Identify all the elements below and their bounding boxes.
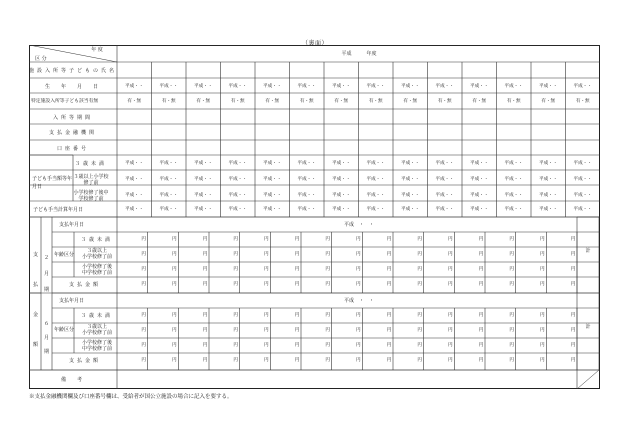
yen-cell: 円	[448, 328, 453, 333]
yen-cell: 円	[478, 237, 484, 242]
yen-cell: 円	[540, 252, 545, 257]
date-cell: 平成・・	[401, 177, 420, 182]
yen-cell: 円	[386, 267, 392, 272]
date-cell: 平成・・	[470, 193, 489, 198]
yen-cell: 円	[172, 252, 177, 257]
umu-cell: 有・無	[437, 99, 452, 104]
date-cell: 平成・・	[435, 193, 454, 198]
yen-cell: 円	[264, 252, 269, 257]
date-cell: 平成・・	[297, 207, 316, 212]
yen-cell: 円	[386, 282, 392, 287]
yen-cell: 円	[448, 358, 453, 363]
row-label-account: 口座番号	[56, 146, 90, 152]
yen-cell: 円	[294, 313, 300, 318]
yen-cell: 円	[417, 343, 422, 348]
yen-cell: 円	[448, 252, 453, 257]
date-cell: 平成・・	[539, 207, 558, 212]
pay-date-label-2: 支払年月日	[59, 298, 85, 304]
date-cell: 平成・・	[470, 161, 489, 166]
yen-cell: 円	[172, 328, 177, 333]
yen-cell: 円	[478, 267, 484, 272]
date-cell: 平成・・	[228, 193, 247, 198]
date-cell: 平成・・	[263, 207, 282, 212]
yen-cell: 円	[356, 237, 361, 242]
yen-cell: 円	[570, 252, 576, 257]
row-label-age-group: 子ども手当額等年月日	[32, 176, 73, 190]
date-cell: 平成・・	[228, 84, 247, 89]
pay-date-label-1: 支払年月日	[59, 222, 85, 228]
date-cell: 平成・・	[194, 207, 213, 212]
yen-cell: 円	[294, 282, 300, 287]
yen-cell: 円	[202, 237, 208, 242]
yen-cell: 円	[540, 343, 545, 348]
umu-cell: 有・無	[575, 99, 590, 104]
yen-cell: 円	[294, 252, 300, 257]
yen-cell: 円	[386, 252, 392, 257]
yen-cell: 円	[141, 313, 146, 318]
yen-cell: 円	[356, 313, 361, 318]
date-cell: 平成・・	[435, 161, 454, 166]
yen-cell: 円	[325, 343, 330, 348]
p2-over3-l2: 小学校修了前	[81, 330, 113, 336]
yen-cell: 円	[448, 343, 453, 348]
date-cell: 平成・・	[470, 84, 489, 89]
yen-cell: 円	[478, 343, 484, 348]
yen-cell: 円	[172, 237, 177, 242]
yen-cell: 円	[509, 237, 514, 242]
date-cell: 平成・・	[470, 207, 489, 212]
date-cell: 平成・・	[366, 207, 385, 212]
page-title: （裏面）	[301, 40, 328, 47]
yen-cell: 円	[417, 267, 422, 272]
header-heisei-nendo: 平成 年度	[341, 51, 377, 57]
p2-under3: ３歳未満	[80, 313, 114, 319]
yen-cell: 円	[356, 267, 361, 272]
date-cell: 平成・・	[194, 193, 213, 198]
yen-cell: 円	[325, 237, 330, 242]
yen-cell: 円	[294, 267, 300, 272]
yen-cell: 円	[478, 313, 484, 318]
date-cell: 平成・・	[263, 84, 282, 89]
date-cell: 平成・・	[332, 193, 351, 198]
yen-cell: 円	[386, 237, 392, 242]
date-cell: 平成・・	[125, 177, 144, 182]
date-cell: 平成・・	[573, 193, 592, 198]
yen-cell: 円	[233, 282, 238, 287]
footnote: ※支払金融機関欄及び口座番号欄は、受給者が国公立施設の場合に記入を要する。	[29, 394, 233, 400]
date-cell: 平成・・	[194, 177, 213, 182]
yen-cell: 円	[356, 328, 361, 333]
yen-cell: 円	[325, 282, 330, 287]
yen-cell: 円	[141, 358, 146, 363]
age-division-label-1: 年齢区分	[54, 252, 75, 258]
date-cell: 平成・・	[366, 84, 385, 89]
yen-cell: 円	[233, 252, 238, 257]
yen-cell: 円	[233, 358, 238, 363]
yen-cell: 円	[233, 267, 238, 272]
yen-cell: 円	[417, 313, 422, 318]
yen-cell: 円	[417, 237, 422, 242]
yen-cell: 円	[540, 282, 545, 287]
p1-over3-l2: 小学校修了前	[81, 254, 113, 260]
yen-cell: 円	[540, 267, 545, 272]
yen-cell: 円	[356, 343, 361, 348]
date-cell: 平成・・	[435, 207, 454, 212]
date-cell: 平成・・	[504, 207, 523, 212]
umu-cell: 有・無	[541, 99, 556, 104]
umu-cell: 有・無	[265, 99, 280, 104]
yen-cell: 円	[417, 328, 422, 333]
yen-cell: 円	[570, 282, 576, 287]
yen-cell: 円	[233, 343, 238, 348]
yen-cell: 円	[264, 237, 269, 242]
form-table	[29, 45, 600, 389]
yen-cell: 円	[540, 328, 545, 333]
umu-cell: 有・無	[127, 99, 142, 104]
yen-cell: 円	[570, 237, 576, 242]
pay-date-value-2: 平成 ・ ・	[343, 298, 375, 304]
yen-cell: 円	[448, 267, 453, 272]
date-cell: 平成・・	[263, 177, 282, 182]
date-cell: 平成・・	[504, 84, 523, 89]
yen-cell: 円	[386, 313, 392, 318]
yen-cell: 円	[172, 282, 177, 287]
yen-cell: 円	[294, 358, 300, 363]
umu-cell: 有・無	[299, 99, 314, 104]
p2-total: 計	[585, 324, 591, 330]
yen-cell: 円	[141, 328, 146, 333]
yen-cell: 円	[509, 252, 514, 257]
row-label-period: 入所等期間	[52, 115, 94, 121]
date-cell: 平成・・	[228, 207, 247, 212]
date-cell: 平成・・	[539, 161, 558, 166]
yen-cell: 円	[264, 343, 269, 348]
yen-cell: 円	[386, 343, 392, 348]
p2-after-l2: 中学校修了前	[81, 346, 113, 352]
row-label-birth: 生 年 月 日	[44, 84, 102, 90]
p2-over3-l1: ３歳以上	[86, 324, 108, 330]
date-cell: 平成・・	[228, 177, 247, 182]
row-label-facility-flag: 特定施設入所等子ども該当有無	[31, 99, 99, 104]
payment-side-label: 支払金額	[33, 252, 39, 348]
yen-cell: 円	[386, 358, 392, 363]
yen-cell: 円	[294, 343, 300, 348]
yen-cell: 円	[264, 267, 269, 272]
date-cell: 平成・・	[366, 161, 385, 166]
yen-cell: 円	[356, 282, 361, 287]
date-cell: 平成・・	[401, 84, 420, 89]
date-cell: 平成・・	[573, 207, 592, 212]
yen-cell: 円	[417, 252, 422, 257]
yen-cell: 円	[233, 237, 238, 242]
row-label-total-date: 子ども手当計算年月日	[33, 207, 84, 213]
yen-cell: 円	[356, 252, 361, 257]
date-cell: 平成・・	[297, 84, 316, 89]
yen-cell: 円	[172, 267, 177, 272]
remarks-label: 備 考	[60, 377, 86, 383]
date-cell: 平成・・	[504, 161, 523, 166]
yen-cell: 円	[448, 237, 453, 242]
date-cell: 平成・・	[332, 177, 351, 182]
yen-cell: 円	[264, 313, 269, 318]
yen-cell: 円	[386, 328, 392, 333]
yen-cell: 円	[202, 343, 208, 348]
row-label-bank: 支払金融機関	[48, 130, 98, 136]
yen-cell: 円	[325, 267, 330, 272]
date-cell: 平成・・	[539, 84, 558, 89]
yen-cell: 円	[325, 252, 330, 257]
date-cell: 平成・・	[194, 161, 213, 166]
p1-over3-l1: ３歳以上	[86, 248, 108, 254]
yen-cell: 円	[509, 328, 514, 333]
date-cell: 平成・・	[539, 177, 558, 182]
yen-cell: 円	[141, 282, 146, 287]
yen-cell: 円	[264, 358, 269, 363]
date-cell: 平成・・	[159, 177, 178, 182]
yen-cell: 円	[172, 358, 177, 363]
p1-after-l1: 小学校修了後	[81, 264, 113, 270]
payment-period2-label: ６月期	[44, 321, 50, 355]
yen-cell: 円	[509, 343, 514, 348]
date-cell: 平成・・	[228, 161, 247, 166]
yen-cell: 円	[570, 343, 576, 348]
p1-under3: ３歳未満	[80, 237, 114, 243]
date-cell: 平成・・	[125, 161, 144, 166]
yen-cell: 円	[202, 358, 208, 363]
p1-total: 計	[585, 248, 591, 254]
pay-date-value-1: 平成 ・ ・	[343, 222, 375, 228]
yen-cell: 円	[509, 282, 514, 287]
yen-cell: 円	[478, 328, 484, 333]
umu-cell: 有・無	[403, 99, 418, 104]
umu-cell: 有・無	[506, 99, 521, 104]
yen-cell: 円	[141, 267, 146, 272]
date-cell: 平成・・	[539, 193, 558, 198]
yen-cell: 円	[264, 282, 269, 287]
header-nendo: 年 度	[91, 47, 103, 53]
yen-cell: 円	[233, 328, 238, 333]
yen-cell: 円	[325, 313, 330, 318]
age-division-label-2: 年齢区分	[54, 327, 75, 333]
date-cell: 平成・・	[573, 161, 592, 166]
date-cell: 平成・・	[401, 193, 420, 198]
p2-amount-label: 支払金額	[68, 358, 102, 364]
header-kubun: 区 分	[35, 56, 47, 62]
table-grid-lines	[29, 45, 600, 389]
date-cell: 平成・・	[504, 193, 523, 198]
row-label-after-primary: 小学校修了後中学校修了前	[73, 190, 109, 202]
date-cell: 平成・・	[401, 161, 420, 166]
yen-cell: 円	[570, 313, 576, 318]
date-cell: 平成・・	[159, 84, 178, 89]
date-cell: 平成・・	[125, 84, 144, 89]
umu-cell: 有・無	[334, 99, 349, 104]
date-cell: 平成・・	[297, 193, 316, 198]
yen-cell: 円	[570, 358, 576, 363]
yen-cell: 円	[540, 358, 545, 363]
umu-cell: 有・無	[230, 99, 245, 104]
yen-cell: 円	[202, 328, 208, 333]
yen-cell: 円	[233, 313, 238, 318]
yen-cell: 円	[509, 358, 514, 363]
p1-after-l2: 中学校修了前	[81, 270, 113, 276]
date-cell: 平成・・	[159, 161, 178, 166]
yen-cell: 円	[141, 237, 146, 242]
yen-cell: 円	[448, 313, 453, 318]
row-label-name: 施設入所等子どもの氏名	[28, 68, 118, 74]
yen-cell: 円	[570, 267, 576, 272]
yen-cell: 円	[172, 313, 177, 318]
date-cell: 平成・・	[263, 193, 282, 198]
p1-amount-label: 支払金額	[68, 282, 102, 288]
date-cell: 平成・・	[332, 161, 351, 166]
date-cell: 平成・・	[125, 193, 144, 198]
yen-cell: 円	[294, 328, 300, 333]
yen-cell: 円	[540, 313, 545, 318]
yen-cell: 円	[478, 282, 484, 287]
yen-cell: 円	[509, 267, 514, 272]
yen-cell: 円	[509, 313, 514, 318]
date-cell: 平成・・	[573, 177, 592, 182]
yen-cell: 円	[141, 252, 146, 257]
yen-cell: 円	[264, 328, 269, 333]
yen-cell: 円	[478, 252, 484, 257]
payment-period1-label: ２月期	[44, 255, 50, 293]
p2-after-l1: 小学校修了後	[81, 340, 113, 346]
umu-cell: 有・無	[368, 99, 383, 104]
umu-cell: 有・無	[472, 99, 487, 104]
date-cell: 平成・・	[332, 207, 351, 212]
yen-cell: 円	[478, 358, 484, 363]
date-cell: 平成・・	[263, 161, 282, 166]
date-cell: 平成・・	[297, 161, 316, 166]
row-label-over3: ３歳以上小学校修了前	[73, 174, 109, 186]
date-cell: 平成・・	[435, 84, 454, 89]
yen-cell: 円	[448, 282, 453, 287]
date-cell: 平成・・	[573, 84, 592, 89]
date-cell: 平成・・	[366, 177, 385, 182]
date-cell: 平成・・	[470, 177, 489, 182]
yen-cell: 円	[202, 282, 208, 287]
date-cell: 平成・・	[366, 193, 385, 198]
date-cell: 平成・・	[435, 177, 454, 182]
yen-cell: 円	[570, 328, 576, 333]
date-cell: 平成・・	[159, 193, 178, 198]
row-label-under3: ３歳未満	[74, 161, 108, 167]
yen-cell: 円	[417, 282, 422, 287]
yen-cell: 円	[202, 267, 208, 272]
date-cell: 平成・・	[332, 84, 351, 89]
yen-cell: 円	[356, 358, 361, 363]
yen-cell: 円	[417, 358, 422, 363]
umu-cell: 有・無	[161, 99, 176, 104]
yen-cell: 円	[325, 358, 330, 363]
date-cell: 平成・・	[159, 207, 178, 212]
umu-cell: 有・無	[196, 99, 211, 104]
date-cell: 平成・・	[125, 207, 144, 212]
yen-cell: 円	[325, 328, 330, 333]
date-cell: 平成・・	[504, 177, 523, 182]
yen-cell: 円	[202, 313, 208, 318]
date-cell: 平成・・	[194, 84, 213, 89]
date-cell: 平成・・	[297, 177, 316, 182]
yen-cell: 円	[202, 252, 208, 257]
yen-cell: 円	[540, 237, 545, 242]
date-cell: 平成・・	[401, 207, 420, 212]
yen-cell: 円	[141, 343, 146, 348]
yen-cell: 円	[172, 343, 177, 348]
yen-cell: 円	[294, 237, 300, 242]
